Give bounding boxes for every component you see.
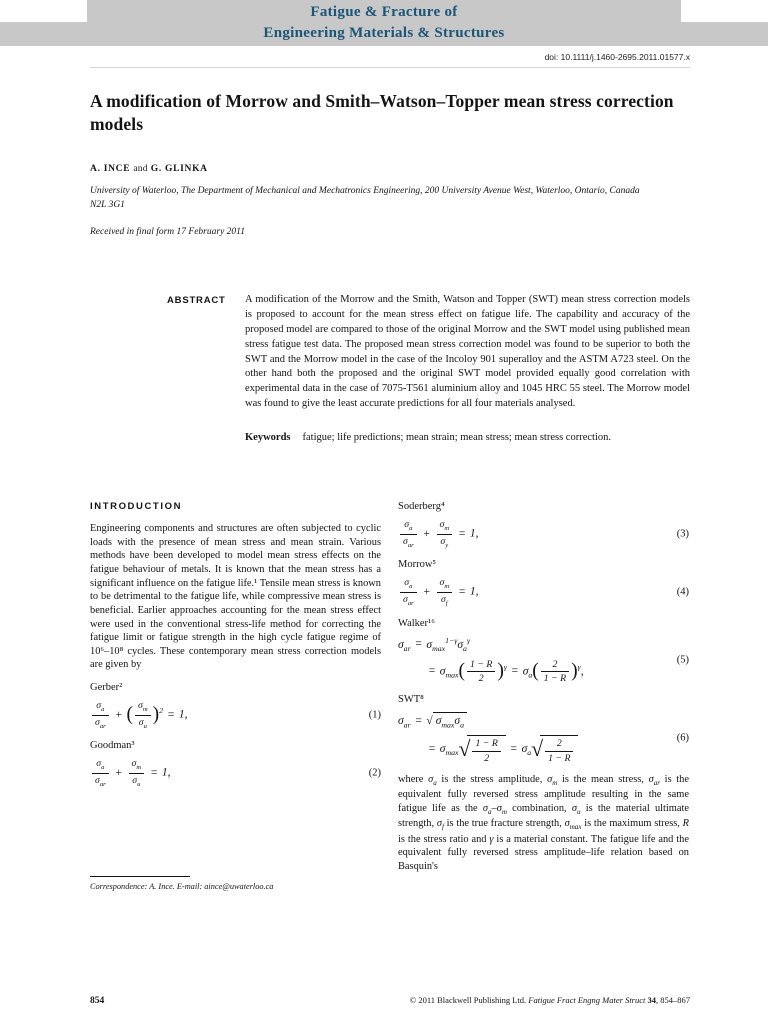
correspondence-divider (90, 876, 190, 877)
abstract-label: ABSTRACT (167, 294, 226, 306)
correspondence-note (90, 876, 273, 891)
equation-goodman (90, 758, 381, 788)
intro-paragraph: Engineering components and structures are often subjected to cyclic loads with the presence of mean stress and mean strain. Various methods have been developed to model mean stress effects on the fatigue behaviour of metals. It is known that the mean stress has a significant influence on the fatigue life.¹ Tensile mean stress is known to be detrimental to the fatigue life, while compressive mean stress is beneficial. Earlier approaches accounting for the mean stress effect were used in the conventional stress-life method for correcting the fatigue limit or fatigue strength in the high cycle fatigue regime of 10⁶–10⁸ cycles. These contemporary mean stress correction models are given by (90, 523, 381, 671)
equation-swt (398, 712, 689, 764)
abstract-section (90, 293, 690, 412)
equation-body: $\sigma_{ar} = \sigma_{max}^{1-\gamma}\sigma_a^\gamma$ = $\sigma_{max}$( $\frac{1 - R}{2}$ )$^\gamma = \sigma_a$( $\frac{2}{1 - R}$ )$^\gamma$, (398, 635, 584, 684)
article-title: A modification of Morrow and Smith–Watson–Topper mean stress correction models (90, 91, 674, 134)
equation-body: $\sigma_a$ $\sigma_{ar}$ + $\frac{\sigma_m}{\sigma_y}$ = 1, (398, 519, 659, 549)
two-column-body (90, 499, 690, 893)
doi-text: doi: 10.1111/j.1460-2695.2011.01577.x (544, 52, 690, 62)
footer-page-number: 854 (90, 996, 105, 1006)
equation-number: (1) (368, 709, 381, 721)
equation-number: (5) (676, 654, 689, 666)
equation-number: (6) (676, 732, 689, 744)
equation-body: $\sigma_a$ $\sigma_{ar}$ + ( $\frac{\sigma_m}{\sigma_u}$ )$^2$ = 1, (90, 700, 351, 730)
page-footer (90, 995, 690, 1006)
equation-body: $\sigma_a$ $\sigma_{ar}$ + $\frac{\sigma_m}{\sigma_u}$ = 1, (90, 758, 351, 788)
intro-heading: INTRODUCTION (90, 501, 183, 513)
abstract-indent (90, 293, 167, 412)
journal-banner-bottom (0, 22, 768, 46)
equation-body: $\sigma_{ar}$ = √ $\sigma_{max}\sigma_a$ = $\sigma_{max}√$ $\frac{1 - R}{2}$ = $\sigma_a√$ $\frac{2}{1 - R}$ (398, 712, 659, 764)
equation-label-gerber: Gerber² (90, 682, 123, 694)
abstract-text: A modification of the Morrow and the Smith, Watson and Topper (SWT) mean stress correction models is proposed to account for the mean stress effect on fatigue life. The capability and accuracy of the proposed model are compared to those of the original Morrow and the SWT model using published mean stress fatigue test data. The proposed mean stress correction model was found to be superior to both the SWT and the Morrow model in the case of the Incoloy 901 superalloy and the ASTM A723 steel. On the other hand both the proposed and the original SWT model provided equally good correlation with experimental data in the case of 7075-T561 aluminium alloy and 1045 HRC 55 steel. The Morrow model was found to give the least accurate predictions for all four materials analysed. (245, 293, 690, 410)
equation-label-morrow: Morrow⁵ (398, 559, 437, 571)
equation-label-walker: Walker¹⁶ (398, 617, 435, 629)
header-divider (90, 67, 690, 68)
equation-label-swt: SWT⁸ (398, 694, 424, 706)
equation-soderberg (398, 519, 689, 549)
equation-label-goodman: Goodman³ (90, 740, 135, 752)
journal-name-line1: Fatigue & Fracture of (310, 4, 458, 20)
footer-copyright: © 2011 Blackwell Publishing Ltd. Fatigue Fract Engng Mater Struct 34, 854–867 (409, 995, 690, 1005)
equation-body: $\sigma_a$ $\sigma_{ar}$ + $\frac{\sigma_m}{\sigma_f}$ = 1, (398, 577, 659, 607)
equation-label-soderberg: Soderberg⁴ (398, 501, 445, 513)
keywords-label: Keywords (245, 432, 291, 444)
equation-number: (3) (676, 528, 689, 540)
keywords-text: fatigue; life predictions; mean strain; mean stress; mean stress correction. (302, 432, 611, 444)
received-date: Received in final form 17 February 2011 (90, 226, 245, 237)
right-column (398, 499, 689, 893)
correspondence-text: Correspondence: A. Ince. E-mail: aince@uwaterloo.ca (90, 882, 274, 892)
equation-number: (4) (676, 586, 689, 598)
equation-gerber (90, 700, 381, 730)
journal-header (0, 0, 768, 46)
equation-walker (398, 636, 689, 685)
journal-name-line2: Engineering Materials & Structures (263, 25, 505, 41)
keywords-line (245, 432, 690, 443)
affiliation: University of Waterloo, The Department of Mechanical and Mechatronics Engineering, 200 University Avenue West, Waterloo, Ontario, Canada N2L 3G1 (90, 185, 640, 211)
article-body (0, 90, 768, 893)
nomenclature-paragraph: where $\sigma_a$ is the stress amplitude, $\sigma_m$ is the mean stress, $\sigma_{ar}$ is the equivalent fully reversed stress amplitude resulting in the same fatigue life as the $\sigma_a-\sigma_m$ combination, $\sigma_u$ is the material ultimate strength, $\sigma_f$ is the true fracture strength, $\sigma_{max}$ is the maximum stress, R is the stress ratio and γ is a material constant. The fatigue life and the equivalent fully reversed stress amplitude–life relation based on Basquin's (398, 773, 690, 872)
equation-morrow (398, 577, 689, 607)
left-column (90, 499, 381, 893)
equation-number: (2) (368, 767, 381, 779)
journal-banner-top (87, 0, 681, 22)
authors-line: A. INCE and G. GLINKA (90, 163, 208, 174)
